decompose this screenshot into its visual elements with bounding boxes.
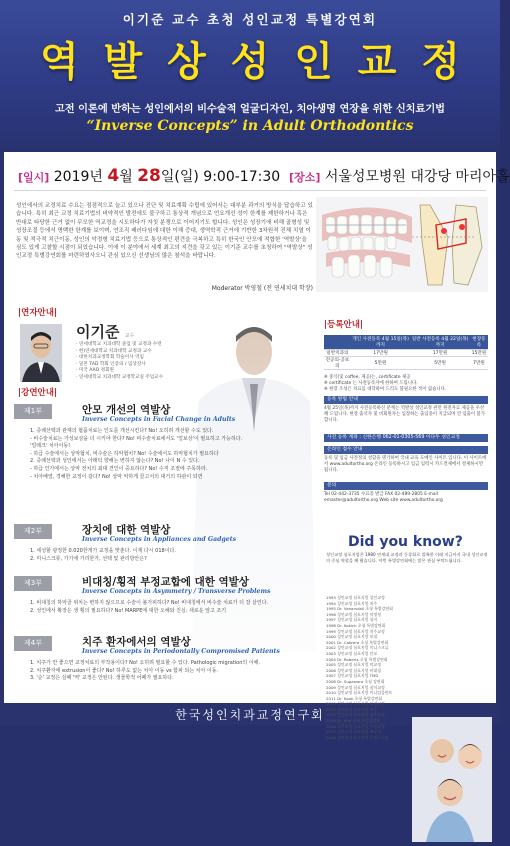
lecture-points: [30, 600, 330, 615]
contact-text: Tel 02-442-3735 수료증 발급 FAX 02-489-2805 E-mail emaster@adultortho.org Web site www.adultortho.org: [324, 492, 443, 504]
lecture-point: - 비수술치료는 가성보상을 더 시키야 한다? No! 비수술치료에서도 '얼보상'이 필요하고 가능하다.: [30, 435, 243, 442]
lecture-number: 제1부: [14, 404, 52, 419]
account-info: 사전 등록 계좌 : 신한은행 062-01-0305-569 이다두 성인교정: [324, 434, 488, 442]
lecture-point: - 하급 인가에서는 상악 전치의 최대 견인이 중요하다? No! 수직 조절에 주목하라.: [30, 465, 208, 472]
list-item: 2011 Dr. Kook 초청 특별강연회: [326, 695, 383, 701]
contact-label: 문의: [324, 482, 488, 490]
method-text: 4월 25일(목)까지 사전등록하신 분께는 역발상 성인교정 관련 원전자료 제공을 우선 해 드립니다. 현장 출석자 및 비회원자는 입장하는 출입증이 지급되며 연 입출이 불가합니다.: [324, 406, 485, 424]
lecture-english-title: Inverse Concepts in Asymmetry / Transverse Problems: [82, 588, 271, 595]
place-tag: [장소]: [289, 171, 321, 184]
table-cell: 7만원: [470, 356, 488, 369]
lecture-2: [14, 524, 319, 574]
lecture-number: 제2부: [14, 524, 52, 539]
event-topline: 이기준 교수 초청 성인교정 특별강연회: [122, 12, 378, 27]
table-cell: 전공의·공보의: [325, 357, 350, 369]
title-char: 정: [421, 38, 460, 85]
speaker-title: 교수: [124, 333, 135, 339]
lecture-title: 장치에 대한 역발상: [82, 524, 171, 536]
note: ※ certificate 는 사전등록자에 한하여 드립니다.: [324, 381, 418, 387]
list-item: 2014 성인교정 심포지엄 설측교정: [326, 712, 385, 718]
list-item: 1996 성인교정 심포지엄 악정형: [326, 611, 381, 617]
table-cell: 17만원: [351, 349, 411, 356]
date-time: 일(일) 9:00-17:30: [160, 169, 281, 185]
lecture-point: - 하급 수술에서는 상악협치, 비수술은 하악협치? No! 수술에서도 하악협치가 필요하다: [30, 450, 219, 457]
lecture-title: 비대칭/횡적 부정교합에 대한 역발상: [82, 576, 249, 588]
lecture-points: [30, 660, 330, 683]
online-label: 온라인 접수 안내: [324, 446, 488, 454]
lecture-english-title: Inverse Concepts in Facial Change in Adults: [82, 416, 236, 423]
lecture-title: 안모 개선의 역발상: [82, 404, 171, 416]
lecture-english-title: Inverse Concepts in Appliances and Gadgets: [82, 536, 237, 543]
lecture-4: [14, 636, 319, 696]
list-item: 2015 Dr. Kim 초청 특별강연회: [326, 718, 381, 724]
lecture-points: [30, 428, 330, 481]
lecture-point: - 치아배열, 경해한 교정이 같다? No! 상악 악하게 끌고서의 대거의 하관이 되면: [30, 473, 203, 480]
table-header: 개인 사전등록 4월 15일(목)까지: [352, 336, 409, 348]
list-item: 2016 성인교정 심포지엄 투명교정: [326, 723, 385, 729]
table-header: 일반 사전등록 4월 22일(목)까지: [411, 336, 469, 348]
list-item: 1998 Dr. Kokich 초청 특별강연회: [326, 622, 386, 628]
title-char: 성: [230, 38, 270, 85]
lecture-number: 제4부: [14, 636, 52, 651]
list-item: 2002 성인교정 심포지엄 미니스크류: [326, 645, 389, 651]
lecture-3: [14, 576, 319, 626]
lecture-1: [14, 404, 319, 494]
place: 서울성모병원 대강당 마리아홀: [324, 169, 510, 185]
lecture-point: 2. 치주환자에 extrusion이 좋다? No! 하루도 없는 치아 이동 vs 함피 되는 치아 이동.: [30, 667, 219, 674]
title-char: 교: [357, 38, 397, 85]
list-item: 2013 성인교정 심포지엄 치주: [326, 706, 378, 712]
speaker-photo: [20, 324, 62, 382]
note: ※ 중식(및 coffee, 제공)는, certificate 제공: [324, 375, 411, 380]
title-char: 인: [294, 38, 333, 85]
list-item: 1999 성인교정 심포지엄 치주교정: [326, 628, 385, 634]
lecture-point: '얼레크' 치아이동!: [30, 443, 71, 450]
list-item: 2009 성인교정 심포지엄 심미교정: [326, 684, 385, 690]
table-row: [324, 349, 488, 356]
did-you-know-title: Did you know?: [348, 534, 463, 550]
table-header: 현장등록: [470, 335, 488, 349]
list-item: 2012 성인교정 심포지엄 보철교정: [326, 701, 385, 707]
header-banner: [0, 0, 500, 152]
lecture-point: 1. 증례선택과 관계의 협품치료는 인도를 개선시킨다? No! 오히려 개선할 수도 있다.: [30, 428, 214, 434]
lecture-section-label: |강연안내|: [18, 388, 58, 398]
table-cell: 15만원: [471, 350, 487, 356]
table-cell: 일반치과의: [324, 349, 351, 356]
bio-line: · 연세대학교 치과대학 교정학교실 주임교수: [76, 374, 164, 380]
list-item: 2010 성인교정 심포지엄 미니임플란트: [326, 690, 393, 696]
smiling-children-photo: [412, 717, 492, 842]
list-item: 2006 성인교정 심포지엄 비대칭: [326, 667, 381, 673]
list-item: 1997 성인교정 심포지엄 심미: [326, 617, 378, 623]
intro-paragraph: 성인에서의 교정치료 수요는 점점적으로 늘고 있으나 진단 및 치료계획 수립에 있어서는 대부분 과거의 방식을 답습하고 있습니다. 특히 최근 교정 치료기법의 비약적인 발전에도 불구하고 통상적 개념으로 언요개선 성이 한계를 제한하거나 혹은 반대로 타당한 근거 없이 무모한 역교정을 시도하다가 자칫 분쟁으로 이어지기도 합니다. 성인은 성장기에 비해 골형성 및 성장조절 등에서 명백한 한계를 보이며, 연조직 패러다임에 대한 이해 증대, 생역학적 근거에 기반한 3차원적 진체 치열 이동 및 적극적 치근이동, 성인의 악정형 치료기법 등으로 통상적인 편견을 극복하고 특히 한국인 안모에 적합한 '역발상'을 심도 있게 고찰할 시점이 되었습니다. 이에 이 분야에서 세계 최고의 지견을 갖고 있는 이기준 교수를 초청하여 "역발상" 성인교정 특별강연회를 마련하였사오니 관심 있으신 선생님의 많은 참석을 바랍니다.: [16, 203, 313, 260]
title-char: 상: [167, 38, 206, 85]
subtitle: 고전 이론에 반하는 성인에서의 비수술적 얼굴디자인, 치아생명 연장을 위한 신치료기법: [54, 104, 446, 115]
bio-line: · 일본 TAD 학회 인증의 / 임상강사: [76, 361, 146, 367]
registration-fee-table: [324, 335, 488, 370]
lecture-point: 2. 증례선택과 성인에서는 아래턱 향해는 변하지 않는다? No! 나이 N 수 있다.: [30, 458, 200, 465]
lecture-point: 2. 미니스크류, 가기에 가리한가, 선택 및 관리방안은?: [30, 555, 147, 562]
date-year: 2019년: [53, 169, 108, 185]
speaker-name: [76, 321, 134, 342]
table-cell: 17만원: [410, 349, 470, 356]
registration-notes: [324, 375, 488, 394]
list-item: 2007 성인교정 심포지엄 TMD: [326, 673, 379, 679]
note: ※ 현장 조성은 치료를 대학하여 드리도 불필요한 적이 없습니다.: [324, 387, 447, 393]
method-label: 등록 방법 안내: [324, 396, 488, 404]
online-text: 등록 및 입금 사전정의 성함을 명기하여 국내 교육 도메인 사이트 입니다. 이 사이트에서 www.adultortho.org 온라인 등록하시고 입금 입력시 카드결제에서 결제하시면 됩니다.: [324, 456, 487, 474]
list-item: 2000 성인교정 심포지엄 보철: [326, 634, 378, 640]
lecture-point: 3. '순' 교정은 실패 '역' 교정은 안된다. 생물학적 어페가 필요하다.: [30, 675, 174, 682]
main-title: [40, 34, 460, 90]
lecture-number: 제3부: [14, 576, 52, 591]
lecture-english-title: Inverse Concepts in Periodontally Compromised Patients: [82, 648, 280, 655]
list-item: 1995 Dr. Vanarsdall 초청 특별강연회: [326, 606, 393, 612]
table-cell: 5만원: [410, 356, 470, 369]
lecture-title: 치주 환자에서의 역발상: [82, 636, 191, 648]
did-you-know-intro: 성인교정 심포지엄은 1980 연세대 교정과 동창회로 발족한 이래 지금까지 국내 성인교정의 중심 역할을 해 왔습니다. 이번 특별강연회에는 많은 관심 부탁드립니다.: [326, 552, 488, 563]
table-cell: 5만원: [351, 356, 411, 369]
speaker-section-label: |연자안내|: [18, 308, 58, 318]
speaker-name-text: 이기준: [76, 323, 120, 341]
table-header: [324, 335, 351, 349]
event-info-line: [18, 166, 510, 186]
list-item: 2017 성인교정 심포지엄 악교정: [326, 729, 381, 735]
lecture-points: [30, 548, 330, 563]
list-item: 1993 성인교정 심포지엄 성인교정: [326, 595, 385, 600]
title-char: 발: [103, 38, 143, 85]
list-item: 2004 Dr. Roberts 초청 특별강연회: [326, 656, 388, 662]
bio-line: · 현)연세대학교 치과대학 교정과 교수: [76, 348, 152, 354]
teeth-illustration: [316, 197, 488, 292]
table-row: [324, 356, 488, 369]
organizer-footer: 한국성인치과교정연구회: [175, 708, 325, 722]
bio-line: · 대한치과교정학회 학술이사 역임: [76, 355, 144, 361]
table-header-row: [324, 335, 488, 349]
lecture-point: 1. 치주가 안 좋으면 교정치료의 부작용이다? No! 오히려 필요할 수 있다. Pathologic migration의 이해.: [30, 660, 261, 666]
title-char: 역: [40, 38, 79, 85]
list-item: 2005 성인교정 심포지엄 악교정: [326, 662, 381, 668]
bio-line: · 연세대학교 치과대학 졸업 및 교정과 수련: [76, 342, 162, 347]
lecture-point: 1. 세성할 광정한 0.020한개가 교정을 맞춘다. 이제 다시 018이다.: [30, 548, 176, 554]
list-item: 2008 Dr. Sugawara 초청 강연회: [326, 678, 385, 684]
date-month-unit: 월: [119, 169, 138, 185]
list-item: 2001 Dr. Cabrera 초청 특별강연회: [326, 639, 389, 645]
lecture-point: 2. 성인에서 확장은 생 횡의 필요하다? No! MARPE에 대한 오해와 진실: 새로운 앞고 조기: [30, 607, 227, 614]
date-month: 4: [107, 166, 120, 186]
registration-section-label: |등록안내|: [324, 320, 364, 330]
bio-line: · 미국 AAO 정회원: [76, 368, 114, 374]
date-tag: [일시]: [18, 171, 50, 184]
lecture-point: 1. 비대칭의 하악골 위치는 변하지 않으므로 수술이 불가피하다? No! 비대칭에서 비수술 치료가 더 잘 살린다.: [30, 600, 269, 606]
divider: [14, 190, 486, 191]
list-item: 2018 성인교정 심포지엄 수면무호흡: [326, 734, 389, 740]
moderator: Moderator 박영철 (전 연세치대 학장): [211, 285, 313, 292]
date-day: 28: [137, 166, 161, 186]
list-item: 1994 성인교정 심포지엄 치주: [326, 600, 378, 606]
list-item: 2003 성인교정 심포지엄 안모: [326, 650, 378, 656]
english-title: “Inverse Concepts” in Adult Orthodontics: [86, 118, 414, 134]
